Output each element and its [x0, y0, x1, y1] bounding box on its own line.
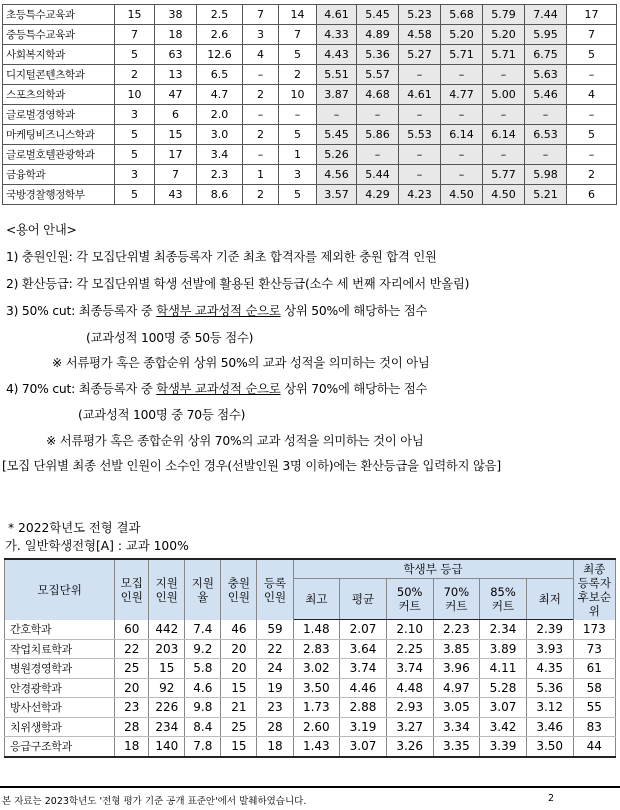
- table-row: [5, 620, 616, 640]
- table-cell: 3: [115, 105, 155, 125]
- unit-name: 디지털콘텐츠학과: [3, 65, 115, 85]
- note-2: 2) 환산등급: 각 모집단위별 학생 선발에 활용된 환산등급(소수 세 번째 자리에서 반올림): [6, 277, 470, 291]
- table-cell: 18: [155, 25, 197, 45]
- table-cell: 3.02: [293, 659, 340, 679]
- table-cell: 28: [257, 717, 293, 737]
- table-cell: 4.56: [317, 165, 357, 185]
- table-cell: 1.43: [293, 737, 340, 757]
- header-cut85: 85% 커트: [480, 579, 527, 620]
- table-cell: –: [399, 145, 441, 165]
- table-cell: 21: [221, 698, 257, 718]
- table-cell: 15: [115, 5, 155, 25]
- table-cell: 55: [573, 698, 615, 718]
- table-cell: –: [525, 105, 567, 125]
- table-cell: 5.86: [357, 125, 399, 145]
- section-title-2022: * 2022학년도 전형 결과: [8, 521, 141, 535]
- table-cell: 14: [279, 5, 317, 25]
- table-cell: 2.83: [293, 639, 340, 659]
- table-cell: 12.6: [197, 45, 243, 65]
- table-cell: 3.05: [433, 698, 480, 718]
- table-cell: 4.89: [357, 25, 399, 45]
- table-cell: 44: [573, 737, 615, 757]
- table-cell: 7.8: [185, 737, 221, 757]
- table-cell: 10: [115, 85, 155, 105]
- table-cell: 1.73: [293, 698, 340, 718]
- table-cell: 2.25: [386, 639, 433, 659]
- table-cell: 4.46: [340, 678, 387, 698]
- table-row: [3, 5, 617, 25]
- header-ratio: 지원 율: [185, 559, 221, 620]
- table-cell: 3: [243, 25, 279, 45]
- table-cell: 18: [257, 737, 293, 757]
- table-cell: 2.34: [480, 620, 527, 640]
- table-cell: 20: [115, 678, 149, 698]
- table-cell: 5.20: [441, 25, 483, 45]
- table-cell: 83: [573, 717, 615, 737]
- table-cell: 3.0: [197, 125, 243, 145]
- table-cell: 38: [155, 5, 197, 25]
- table-cell: 5.79: [483, 5, 525, 25]
- unit-name: 금융학과: [3, 165, 115, 185]
- table-cell: 4.7: [197, 85, 243, 105]
- table-cell: 2.3: [197, 165, 243, 185]
- table-cell: 6.5: [197, 65, 243, 85]
- table-cell: 3.93: [526, 639, 573, 659]
- table-cell: 3.50: [526, 737, 573, 757]
- table-cell: 59: [257, 620, 293, 640]
- table-cell: –: [279, 105, 317, 125]
- table-cell: 5.51: [317, 65, 357, 85]
- table-row: [5, 659, 616, 679]
- table-cell: 3.42: [480, 717, 527, 737]
- table-cell: 7: [279, 25, 317, 45]
- table-cell: –: [357, 145, 399, 165]
- table-cell: 5.36: [357, 45, 399, 65]
- results-table-2023: [2, 4, 617, 205]
- table-row: [5, 737, 616, 757]
- table-cell: 5: [567, 125, 617, 145]
- table-cell: 61: [573, 659, 615, 679]
- table-cell: –: [441, 145, 483, 165]
- header-avg: 평균: [340, 579, 387, 620]
- table-cell: 4.33: [317, 25, 357, 45]
- table-cell: 2: [243, 185, 279, 205]
- page-footer: [0, 786, 620, 808]
- table-cell: 17: [567, 5, 617, 25]
- table-cell: 5: [279, 125, 317, 145]
- table-cell: –: [483, 105, 525, 125]
- unit-name: 초등특수교육과: [3, 5, 115, 25]
- table-cell: 5.71: [483, 45, 525, 65]
- table-cell: 47: [155, 85, 197, 105]
- table-cell: 4.61: [399, 85, 441, 105]
- table-cell: 234: [149, 717, 185, 737]
- table-cell: –: [483, 65, 525, 85]
- table-cell: 2: [115, 65, 155, 85]
- note-1: 1) 충원인원: 각 모집단위별 최종등록자 기준 최초 합격자를 제외한 충원 합격 인원: [6, 250, 437, 264]
- table-cell: 5.53: [399, 125, 441, 145]
- table-cell: 5.77: [483, 165, 525, 185]
- table-cell: 2.0: [197, 105, 243, 125]
- header-fill: 충원 인원: [221, 559, 257, 620]
- table-cell: 3.07: [480, 698, 527, 718]
- table-cell: 3.27: [386, 717, 433, 737]
- table-cell: 5.46: [525, 85, 567, 105]
- table-row: [5, 698, 616, 718]
- page-number: 2: [548, 793, 555, 804]
- table-cell: 6: [567, 185, 617, 205]
- table-cell: 25: [115, 659, 149, 679]
- table-cell: 6.53: [525, 125, 567, 145]
- table-cell: 3.12: [526, 698, 573, 718]
- table-cell: 4: [567, 85, 617, 105]
- table-cell: 5: [279, 45, 317, 65]
- note-bracket: [모집 단위별 최종 선발 인원이 소수인 경우(선발인원 3명 이하)에는 환산등급을 입력하지 않음]: [2, 459, 501, 473]
- table-cell: 4.6: [185, 678, 221, 698]
- table-cell: –: [525, 145, 567, 165]
- header-grade-group: 학생부 등급: [293, 559, 573, 579]
- table-cell: 4.23: [399, 185, 441, 205]
- table-cell: 4.48: [386, 678, 433, 698]
- table-cell: –: [567, 145, 617, 165]
- header-best: 최고: [293, 579, 340, 620]
- table-cell: 23: [115, 698, 149, 718]
- table-cell: 1.48: [293, 620, 340, 640]
- table-cell: 3.85: [433, 639, 480, 659]
- table-cell: 4.97: [433, 678, 480, 698]
- note-4-remark: ※ 서류평가 혹은 종합순위 상위 70%의 교과 성적을 의미하는 것이 아님: [46, 434, 424, 448]
- table-cell: 6: [155, 105, 197, 125]
- table-cell: 46: [221, 620, 257, 640]
- table-cell: –: [243, 145, 279, 165]
- table-cell: 20: [221, 659, 257, 679]
- table-cell: 2.5: [197, 5, 243, 25]
- table-cell: 1: [279, 145, 317, 165]
- header-enrolled: 등록 인원: [257, 559, 293, 620]
- header-cut50: 50% 커트: [386, 579, 433, 620]
- table-cell: 7: [155, 165, 197, 185]
- table-cell: 6.75: [525, 45, 567, 65]
- table-cell: 2: [567, 165, 617, 185]
- table-cell: 73: [573, 639, 615, 659]
- table-cell: 3.19: [340, 717, 387, 737]
- table-cell: 4.61: [317, 5, 357, 25]
- table-cell: 173: [573, 620, 615, 640]
- table-cell: 5: [279, 185, 317, 205]
- table-cell: 15: [155, 125, 197, 145]
- table-cell: 2.60: [293, 717, 340, 737]
- note-3-underline: 학생부 교과성적 순으로: [156, 304, 281, 318]
- note-4: 4) 70% cut: 최종등록자 중 학생부 교과성적 순으로 상위 70%에 해당하는 점수: [6, 382, 428, 396]
- table-cell: –: [567, 105, 617, 125]
- table-cell: 442: [149, 620, 185, 640]
- table-cell: 2.23: [433, 620, 480, 640]
- table-cell: 5.68: [441, 5, 483, 25]
- table-cell: 4.58: [399, 25, 441, 45]
- table-cell: 5: [567, 45, 617, 65]
- table-cell: 5.27: [399, 45, 441, 65]
- table-cell: 3.35: [433, 737, 480, 757]
- table-cell: 3: [115, 165, 155, 185]
- table-cell: 5.71: [441, 45, 483, 65]
- table-cell: 6.14: [483, 125, 525, 145]
- unit-name: 작업치료학과: [5, 639, 115, 659]
- table-cell: –: [441, 105, 483, 125]
- table-cell: 3.64: [340, 639, 387, 659]
- table-cell: 22: [257, 639, 293, 659]
- unit-name: 응급구조학과: [5, 737, 115, 757]
- table-cell: 58: [573, 678, 615, 698]
- table-cell: 7.4: [185, 620, 221, 640]
- table-cell: –: [399, 65, 441, 85]
- table-cell: 8.4: [185, 717, 221, 737]
- table-cell: 3: [279, 165, 317, 185]
- table-cell: 5.20: [483, 25, 525, 45]
- table-cell: –: [317, 105, 357, 125]
- results-table-2022: [4, 558, 616, 758]
- table-cell: 4.68: [357, 85, 399, 105]
- note-4-sub: (교과성적 100명 중 70등 점수): [78, 408, 246, 422]
- header-unit: 모집단위: [5, 559, 115, 620]
- table-row: [5, 678, 616, 698]
- table-cell: 5.36: [526, 678, 573, 698]
- table-row: [3, 45, 617, 65]
- table-cell: 15: [149, 659, 185, 679]
- table-cell: 8.6: [197, 185, 243, 205]
- unit-name: 중등특수교육과: [3, 25, 115, 45]
- table-cell: 15: [221, 737, 257, 757]
- table-cell: 15: [221, 678, 257, 698]
- table-row: [3, 65, 617, 85]
- table-cell: 4.43: [317, 45, 357, 65]
- table-cell: 5.95: [525, 25, 567, 45]
- table-cell: 3.07: [340, 737, 387, 757]
- table-cell: 1: [243, 165, 279, 185]
- table-cell: 18: [115, 737, 149, 757]
- table-cell: 20: [221, 639, 257, 659]
- table-cell: 5.28: [480, 678, 527, 698]
- table-cell: 7: [243, 5, 279, 25]
- table-cell: 4.50: [483, 185, 525, 205]
- note-4-underline: 학생부 교과성적 순으로: [156, 382, 281, 396]
- table-cell: 5: [115, 125, 155, 145]
- unit-name: 스포츠의학과: [3, 85, 115, 105]
- table-cell: 19: [257, 678, 293, 698]
- unit-name: 간호학과: [5, 620, 115, 640]
- section-subtitle: 가. 일반학생전형[A] : 교과 100%: [5, 539, 189, 553]
- table-cell: 5: [115, 45, 155, 65]
- table-cell: 140: [149, 737, 185, 757]
- header-applicants: 지원 인원: [149, 559, 185, 620]
- header-quota: 모집 인원: [115, 559, 149, 620]
- table-cell: 2.6: [197, 25, 243, 45]
- table-cell: 5.57: [357, 65, 399, 85]
- table-cell: 23: [257, 698, 293, 718]
- table-cell: 3.74: [340, 659, 387, 679]
- unit-name: 치위생학과: [5, 717, 115, 737]
- table-cell: 60: [115, 620, 149, 640]
- table-cell: 4.35: [526, 659, 573, 679]
- table-cell: 3.57: [317, 185, 357, 205]
- table-row: [3, 145, 617, 165]
- unit-name: 병원경영학과: [5, 659, 115, 679]
- table-cell: 3.87: [317, 85, 357, 105]
- table-cell: 226: [149, 698, 185, 718]
- table-cell: –: [399, 165, 441, 185]
- table-cell: 4.29: [357, 185, 399, 205]
- table-row: [3, 25, 617, 45]
- table-cell: 28: [115, 717, 149, 737]
- table-row: [5, 639, 616, 659]
- unit-name: 글로벌경영학과: [3, 105, 115, 125]
- table-cell: 25: [221, 717, 257, 737]
- terms-heading: <용어 안내>: [6, 223, 77, 237]
- table-cell: 5.21: [525, 185, 567, 205]
- table-cell: 5: [115, 145, 155, 165]
- table-cell: 17: [155, 145, 197, 165]
- table-cell: 4.11: [480, 659, 527, 679]
- table-cell: 4.77: [441, 85, 483, 105]
- table-cell: 5.00: [483, 85, 525, 105]
- table-cell: 4.50: [441, 185, 483, 205]
- table-cell: 2.07: [340, 620, 387, 640]
- table-cell: 3.89: [480, 639, 527, 659]
- table-cell: 2.88: [340, 698, 387, 718]
- header-final-rank: 최종 등록자 후보순 위: [573, 559, 615, 620]
- table-cell: 9.8: [185, 698, 221, 718]
- footer-source: 본 자료는 2023학년도 '전형 평가 기준 공개 표준안'에서 발췌하였습니다.: [2, 796, 307, 807]
- table-cell: –: [243, 105, 279, 125]
- table-cell: 5.45: [317, 125, 357, 145]
- header-cut70: 70% 커트: [433, 579, 480, 620]
- table-cell: –: [567, 65, 617, 85]
- unit-name: 사회복지학과: [3, 45, 115, 65]
- table-cell: 3.46: [526, 717, 573, 737]
- table-cell: –: [441, 65, 483, 85]
- table-cell: 24: [257, 659, 293, 679]
- table-cell: 5: [115, 185, 155, 205]
- table-cell: 3.96: [433, 659, 480, 679]
- table-cell: 3.26: [386, 737, 433, 757]
- table-cell: 3.39: [480, 737, 527, 757]
- table-cell: 10: [279, 85, 317, 105]
- table-cell: 6.14: [441, 125, 483, 145]
- table-cell: 2: [279, 65, 317, 85]
- note-3: 3) 50% cut: 최종등록자 중 학생부 교과성적 순으로 상위 50%에 해당하는 점수: [6, 304, 428, 318]
- table-cell: 63: [155, 45, 197, 65]
- unit-name: 방사선학과: [5, 698, 115, 718]
- table-cell: 5.23: [399, 5, 441, 25]
- unit-name: 글로벌호텔관광학과: [3, 145, 115, 165]
- table-cell: 5.98: [525, 165, 567, 185]
- table-cell: 7: [115, 25, 155, 45]
- unit-name: 마케팅비즈니스학과: [3, 125, 115, 145]
- table-row: [3, 105, 617, 125]
- table-row: [5, 717, 616, 737]
- table-cell: 5.26: [317, 145, 357, 165]
- note-3-sub: (교과성적 100명 중 50등 점수): [86, 331, 254, 345]
- table-cell: 3.74: [386, 659, 433, 679]
- table-cell: 2.10: [386, 620, 433, 640]
- table-cell: –: [243, 65, 279, 85]
- table-cell: 5.8: [185, 659, 221, 679]
- table-cell: –: [399, 105, 441, 125]
- table-cell: 13: [155, 65, 197, 85]
- table-cell: 7.44: [525, 5, 567, 25]
- table-row: [3, 85, 617, 105]
- table-cell: 9.2: [185, 639, 221, 659]
- table-cell: 92: [149, 678, 185, 698]
- table-cell: 43: [155, 185, 197, 205]
- table-cell: 2: [243, 125, 279, 145]
- table-cell: 5.45: [357, 5, 399, 25]
- table-row: [3, 125, 617, 145]
- table-cell: 2.93: [386, 698, 433, 718]
- table-cell: –: [441, 165, 483, 185]
- table-cell: 4: [243, 45, 279, 65]
- note-3-remark: ※ 서류평가 혹은 종합순위 상위 50%의 교과 성적을 의미하는 것이 아님: [52, 356, 430, 370]
- table-cell: 5.63: [525, 65, 567, 85]
- table-cell: –: [357, 105, 399, 125]
- header-worst: 최저: [526, 579, 573, 620]
- table-cell: 7: [567, 25, 617, 45]
- table-cell: 2.39: [526, 620, 573, 640]
- table-row: [3, 165, 617, 185]
- unit-name: 안경광학과: [5, 678, 115, 698]
- unit-name: 국방경찰행정학부: [3, 185, 115, 205]
- table-cell: –: [483, 145, 525, 165]
- table-cell: 3.34: [433, 717, 480, 737]
- table-cell: 5.44: [357, 165, 399, 185]
- table-row: [3, 185, 617, 205]
- table-cell: 22: [115, 639, 149, 659]
- table-cell: 2: [243, 85, 279, 105]
- table-cell: 3.50: [293, 678, 340, 698]
- table-cell: 3.4: [197, 145, 243, 165]
- table-cell: 203: [149, 639, 185, 659]
